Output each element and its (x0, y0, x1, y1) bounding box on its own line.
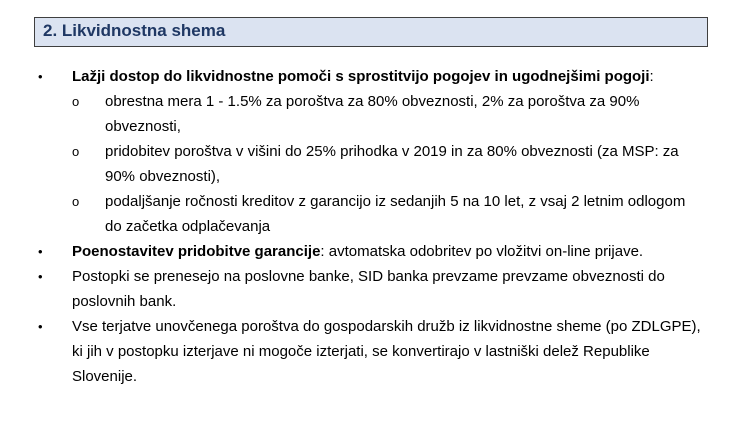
section-heading: 2. Likvidnostna shema (43, 21, 226, 40)
sub-bullet-icon: o (72, 94, 80, 109)
list-item-text: : (649, 68, 654, 85)
list-item-text: Postopki se prenesejo na poslovne banke, SID banka prevzame prevzame obveznosti do poslovnih bank. (72, 268, 665, 310)
list-item (0, 314, 736, 389)
list-item (0, 64, 736, 89)
sub-list-item (0, 189, 736, 239)
list-item-text: : avtomatska odobritev po vložitvi on-line prijave. (320, 243, 644, 260)
section-heading-box (34, 17, 708, 47)
sub-list-item-text: podaljšanje ročnosti kreditov z garancijo iz sedanjih 5 na 10 let, z vsaj 2 letnim odlogom do začetka odplačevanja (105, 193, 686, 235)
list-item-text: Vse terjatve unovčenega poroštva do gospodarskih družb iz likvidnostne sheme (po ZDLGPE), ki jih v postopku izterjave ni mogoče izterjati, se konvertirajo v lastniški delež Republike Slovenije. (72, 318, 701, 385)
bullet-icon: • (38, 269, 43, 284)
list-item (0, 239, 736, 264)
sub-bullet-icon: o (72, 144, 80, 159)
bullet-icon: • (38, 319, 43, 334)
sub-list-item (0, 89, 736, 139)
bullet-icon: • (38, 69, 43, 84)
sub-bullet-icon: o (72, 194, 80, 209)
list-item (0, 264, 736, 314)
sub-list-item-text: obrestna mera 1 - 1.5% za poroštva za 80% obveznosti, 2% za poroštva za 90% obveznosti, (105, 93, 640, 135)
list-item-bold: Poenostavitev pridobitve garancije (72, 243, 321, 260)
bullet-list (0, 64, 736, 389)
list-item-bold: Lažji dostop do likvidnostne pomoči s sprostitvijo pogojev in ugodnejšimi pogoji (72, 68, 650, 85)
sub-list-item-text: pridobitev poroštva v višini do 25% prihodka v 2019 in za 80% obveznosti (za MSP: za 90% obveznosti), (105, 143, 679, 185)
bullet-icon: • (38, 244, 43, 259)
sub-list-item (0, 139, 736, 189)
